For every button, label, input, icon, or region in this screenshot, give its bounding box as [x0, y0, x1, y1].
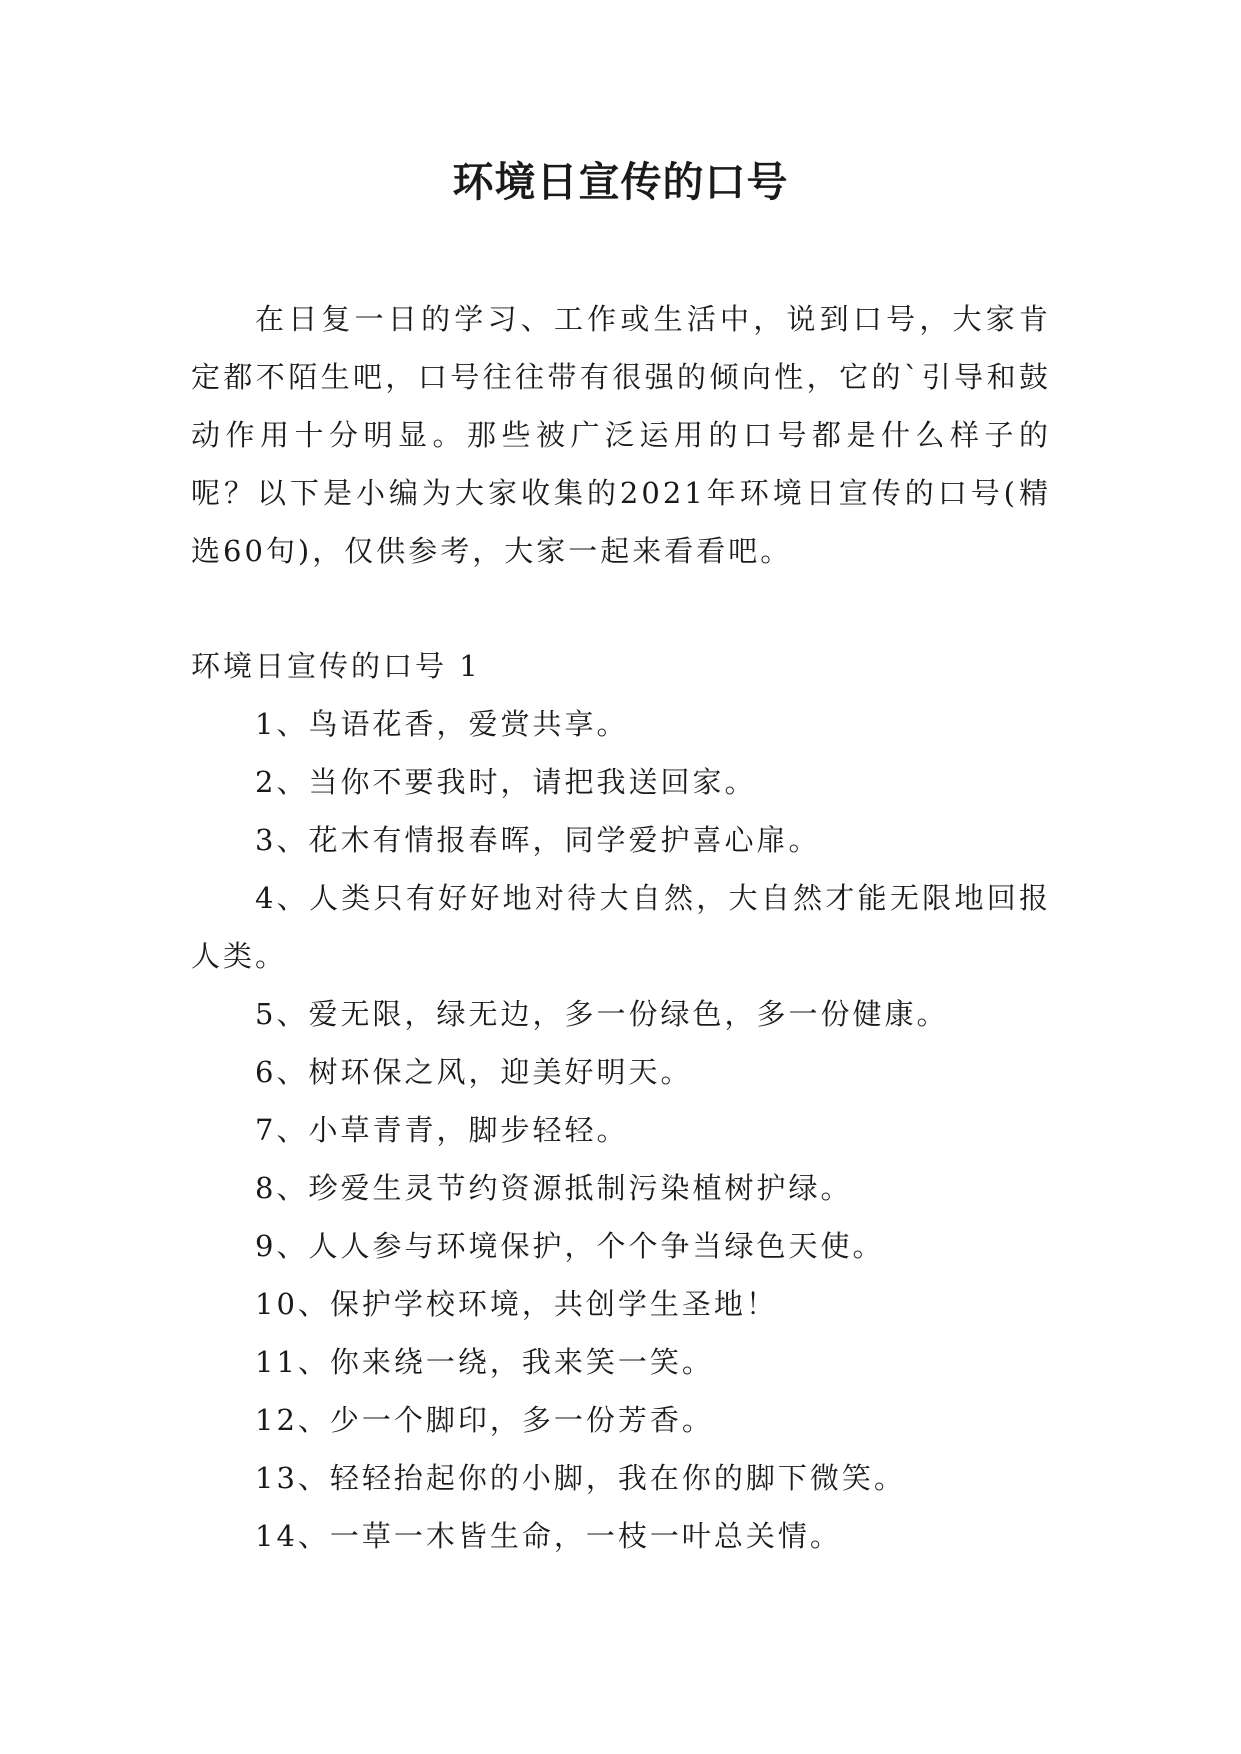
slogan-item-12: 12、少一个脚印，多一份芳香。: [255, 1403, 714, 1437]
slogan-item-2: 2、当你不要我时，请把我送回家。: [255, 765, 757, 799]
slogan-item-10: 10、保护学校环境，共创学生圣地！: [255, 1287, 778, 1321]
slogan-item-6: 6、树环保之风，迎美好明天。: [255, 1055, 693, 1089]
slogan-item-7: 7、小草青青，脚步轻轻。: [255, 1113, 629, 1147]
slogan-item-9: 9、人人参与环境保护，个个争当绿色天使。: [255, 1229, 885, 1263]
slogan-item-3: 3、花木有情报春晖，同学爱护喜心扉。: [255, 823, 821, 857]
slogan-item-1: 1、鸟语花香，爱赏共享。: [255, 707, 629, 741]
slogan-item-5: 5、爱无限，绿无边，多一份绿色，多一份健康。: [255, 997, 949, 1031]
intro-paragraph: 在日复一日的学习、工作或生活中，说到口号，大家肯定都不陌生吧，口号往往带有很强的倾向性，它的`引导和鼓动作用十分明显。那些被广泛运用的口号都是什么样子的呢？以下是小编为大家收集的2021年环境日宣传的口号(精选60句)，仅供参考，大家一起来看看吧。: [191, 302, 1051, 568]
slogan-item-11: 11、你来绕一绕，我来笑一笑。: [255, 1345, 714, 1379]
slogan-item-14: 14、一草一木皆生命，一枝一叶总关情。: [255, 1519, 842, 1553]
document-title: 环境日宣传的口号: [452, 158, 789, 206]
section-heading: 环境日宣传的口号 1: [191, 649, 481, 683]
slogan-list: [191, 695, 1051, 1565]
slogan-item-13: 13、轻轻抬起你的小脚，我在你的脚下微笑。: [255, 1461, 906, 1495]
slogan-item-4: 4、人类只有好好地对待大自然，大自然才能无限地回报人类。: [191, 881, 1051, 973]
slogan-item-8: 8、珍爱生灵节约资源抵制污染植树护绿。: [255, 1171, 853, 1205]
